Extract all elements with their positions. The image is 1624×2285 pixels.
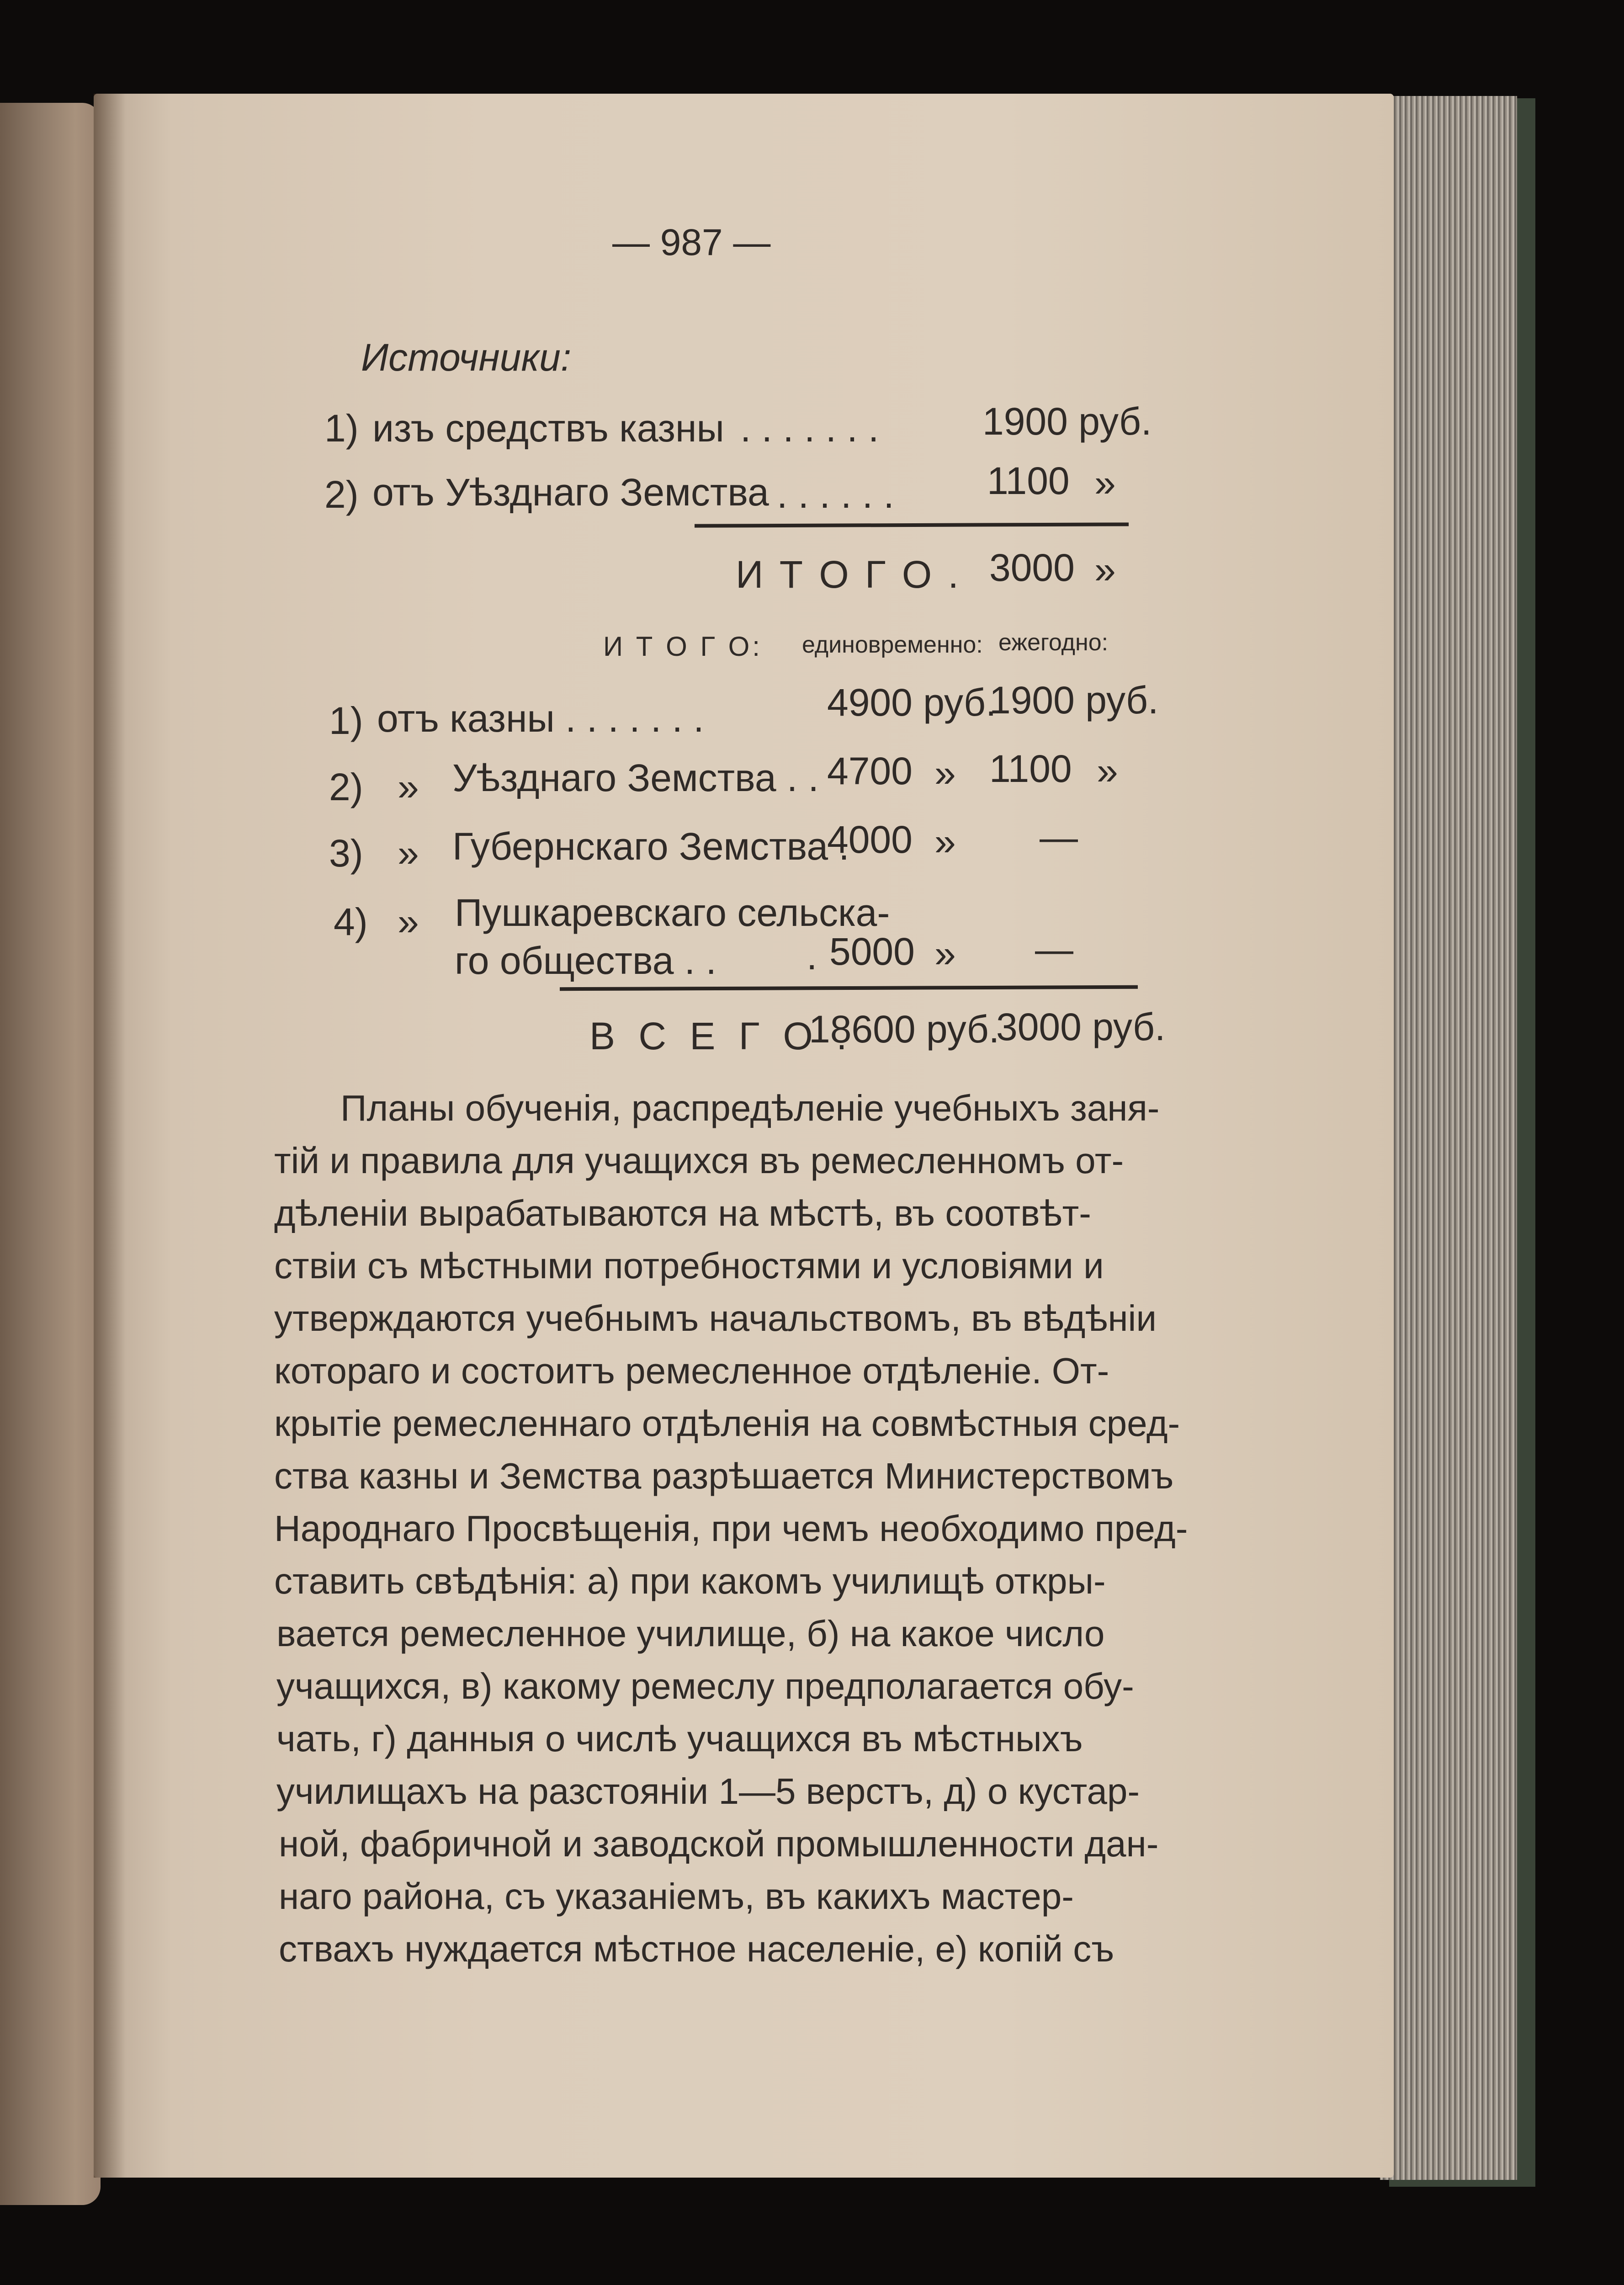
- summary-total-label: В С Е Г О .: [589, 1015, 854, 1057]
- summary-row-mark: »: [398, 832, 419, 875]
- summary-row-mark: »: [398, 900, 419, 943]
- summary-row-once: 4700: [827, 749, 913, 792]
- paragraph-line: крытіе ремесленнаго отдѣленія на совмѣстныя сред-: [274, 1403, 1180, 1444]
- summary-row-number: 2): [329, 765, 363, 808]
- summary-label: И Т О Г О:: [603, 631, 763, 662]
- summary-total-yearly: 3000 руб.: [996, 1005, 1166, 1048]
- paragraph-line: наго района, съ указаніемъ, въ какихъ мастер-: [279, 1876, 1074, 1917]
- source-row-amount: 1100: [987, 459, 1070, 502]
- summary-row-dots: .: [807, 935, 817, 978]
- paragraph-line: дѣленіи вырабатываются на мѣстѣ, въ соотвѣт-: [274, 1193, 1091, 1233]
- summary-row-number: 1): [329, 699, 363, 742]
- summary-row-once: 4900 руб.: [827, 681, 997, 724]
- summary-row-number: 4): [334, 900, 368, 943]
- sources-total-unit: »: [1094, 548, 1116, 591]
- source-row-unit: »: [1094, 462, 1116, 505]
- source-row-number: 2): [324, 473, 359, 516]
- paragraph-line: ной, фабричной и заводской промышленности дан-: [279, 1823, 1159, 1864]
- column-header-yearly: ежегодно:: [998, 629, 1109, 656]
- source-row-number: 1): [324, 407, 359, 450]
- page-stack-edge: [1380, 96, 1517, 2180]
- summary-row-once-unit: »: [934, 932, 956, 975]
- summary-row-yearly: —: [1040, 816, 1078, 859]
- summary-row-label-continuation: го общества . .: [455, 939, 716, 982]
- source-row-label: отъ Уѣзднаго Земства: [372, 471, 769, 514]
- source-row-dots: . . . . . . .: [740, 407, 879, 450]
- sources-heading: Источники:: [361, 336, 572, 379]
- summary-row-label: Уѣзднаго Земства . .: [452, 756, 819, 799]
- summary-row-once-unit: »: [934, 820, 956, 863]
- facing-page-edge: [0, 103, 101, 2205]
- summary-row-mark: »: [398, 765, 419, 808]
- paragraph-line: учащихся, в) какому ремеслу предполагается обу-: [276, 1666, 1134, 1706]
- paragraph-line: ства казны и Земства разрѣшается Министерствомъ: [274, 1456, 1174, 1496]
- paragraph-line: училищахъ на разстояніи 1—5 верстъ, д) о кустар-: [276, 1771, 1140, 1812]
- summary-row-yearly-unit: »: [1097, 749, 1118, 792]
- page-number: — 987 —: [612, 222, 771, 263]
- summary-row-once-unit: »: [934, 752, 956, 795]
- book-page: [94, 94, 1394, 2178]
- sources-total-amount: 3000: [989, 546, 1075, 589]
- summary-row-number: 3): [329, 832, 363, 875]
- paragraph-line: вается ремесленное училище, б) на какое число: [276, 1613, 1105, 1654]
- summary-row-yearly: 1100: [989, 747, 1072, 790]
- column-header-once: единовременно:: [802, 632, 983, 658]
- paragraph-line: ствахъ нуждается мѣстное населеніе, е) копій съ: [279, 1929, 1115, 1969]
- source-row-amount: 1900 руб.: [982, 400, 1152, 443]
- paragraph-line: ствіи съ мѣстными потребностями и условіями и: [274, 1245, 1104, 1286]
- paragraph-line: утверждаются учебнымъ начальствомъ, въ вѣдѣніи: [274, 1298, 1157, 1339]
- summary-row-label: отъ казны . . . . . . .: [377, 697, 704, 740]
- summary-row-yearly: —: [1035, 928, 1073, 971]
- paragraph-line: Планы обученія, распредѣленіе учебныхъ заня-: [340, 1088, 1160, 1128]
- summary-row-label: Губернскаго Земства .: [452, 825, 849, 868]
- paragraph-line: чать, г) данныя о числѣ учащихся въ мѣстныхъ: [276, 1718, 1083, 1759]
- summary-row-once: 4000: [827, 818, 913, 861]
- gutter-shadow: [94, 94, 126, 2178]
- sources-total-label: И Т О Г О .: [736, 553, 961, 596]
- summary-total-once: 18600 руб.: [809, 1008, 1000, 1051]
- paragraph-line: котораго и состоитъ ремесленное отдѣленіе. От-: [274, 1350, 1109, 1391]
- summary-row-once: 5000: [829, 930, 915, 973]
- paragraph-line: ставить свѣдѣнія: а) при какомъ училищѣ откры-: [274, 1561, 1106, 1601]
- source-row-dots: . . . . . .: [777, 473, 894, 516]
- paragraph-line: Народнаго Просвѣщенія, при чемъ необходимо пред-: [274, 1508, 1188, 1549]
- paragraph-line: тій и правила для учащихся въ ремесленномъ от-: [274, 1140, 1124, 1181]
- source-row-label: изъ средствъ казны: [372, 407, 724, 450]
- summary-row-yearly: 1900 руб.: [989, 679, 1159, 722]
- summary-row-label: Пушкаревскаго сельска-: [455, 891, 890, 934]
